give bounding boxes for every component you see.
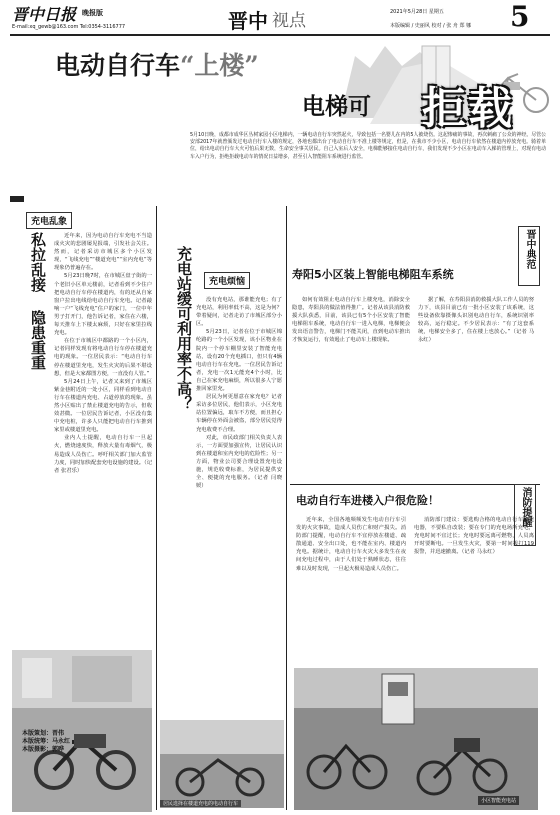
col2-photo-caption: 居民选择在楼道充电的电动自行车: [160, 800, 241, 807]
col3-title: 寿阳5小区装上智能电梯阻车系统: [292, 268, 454, 281]
headline-quote: “上楼”: [180, 51, 259, 80]
issue-date: 2021年5月28日 星期五: [390, 9, 444, 15]
col2-tag: 充电烦恼: [204, 272, 250, 289]
col3-right-body: [418, 296, 534, 345]
charging-station-photo: [294, 668, 538, 810]
col3-left-body: [292, 296, 410, 345]
column-divider: [156, 206, 157, 810]
col2-body: [196, 296, 282, 490]
col4-tag: 消防提醒: [514, 484, 536, 546]
col1-para: 5月23日晚7时，在市城区盘子街的一个老旧小区单元楼前，记者看到不少住户把电动自行车停在楼道内，有的还从自家窗户拉出电线给电动自行车充电。记者敲响一户“飞线充电”住户的家门，一位中年男子打开门，他告诉记者，家住在六楼，每天推车上下楼太麻烦，只好在家里拉线充电。: [54, 273, 152, 337]
col1-para: 业内人士提醒，电动自行车一旦起火，燃烧速度快，释放大量有毒烟气，极易造成人员伤亡。呼吁相关部门加大监管力度，同时加快配套充电设施的建设。（记者 张君乐）: [54, 435, 152, 474]
col3-tag: 晋中典范: [518, 226, 540, 286]
col1-para: 5月24日上午，记者又来到了市城区紫金巷附近的一处小区，同样看到电动自行车在楼道内充电、占道停放的现象。虽然小区贴出了禁止楼道充电的告示，但收效甚微。一位居民告诉记者，小区没有集中充电桩，许多人只能把电动自行车推到家里或楼道里充电。: [54, 378, 152, 434]
intro-paragraph: 5月10日晚，成都市成华区丛树家园小区电梯内，一辆电动自行车突然起火，导致包括一名婴儿在内的5人被烧伤。这起惨痛的事故，再次刺痛了公众的神经。尽管公安部2017年就曾颁发过电动自行车入楼的规定，各地也都出台了电动自行车不准上楼等规定，但是，在我市不少小区，电动自行车依然在楼道内停放充电。骑着单位，给出电动自行车大火可怕后果无数，生命安全事关居民。自己入室后人安全，电梯能够接住电动自行车，我们发现不少小区在电动车入梯的管理上，对现有电动车入户行为，拒绝拒载电动车的情况日益增多，甚至引入智能阻车系统进行监管。: [190, 132, 546, 160]
col4-para: 消防部门建议：要选购合格的电动自行车和充电器，不要私自改装；要在专门的充电场所充电，充电时间不宜过长；充电时要远离可燃物，人员离开时要断电。一旦发生火灾，要第一时间拨打119报警，并迅速撤离。（记者 马永红）: [414, 517, 534, 556]
headline-part2: 电梯可: [302, 93, 371, 120]
col2-para: 居民为何更愿意在家充电？记者采访多位居民，他们表示，小区充电站位置偏远，取车不方便，而且担心车辆停在外面会被盗，部分居民觉得充电收费不合理。: [196, 394, 282, 433]
edition-label: 晚报版: [82, 9, 103, 17]
page-number: 5: [510, 0, 530, 33]
credit-line: 本版统筹：马永红: [22, 738, 71, 745]
newspaper-logo: 晋中日报: [12, 5, 77, 24]
col4-left-body: [296, 516, 406, 573]
col2-para: 5月23日，记者在位于市城区锦纶路的一个小区发现，该小区物业在院内一个停车棚里安装了智能充电站，设有20个充电插口，但只有4辆电动自行车在充电。一位居民告诉记者，充电一次1元能充4个小时，比自己在家充电麻烦，所以很多人宁愿推回家里充。: [196, 329, 282, 393]
col1-para: 近年来，因为电动自行车充电不当造成火灾的悲剧屡见报端，引发社会关注。然而，记者采访市城区多个小区发现，“飞线充电”“楼道充电”“室内充电”等现象仍普遍存在。: [54, 233, 152, 272]
section-divider: [290, 484, 540, 485]
col2-para: 没有充电站，那谁能充电；有了充电站，利用率低不高，这是为何？带着疑问，记者走访了市城区部分小区。: [196, 297, 282, 328]
col1-tag: 充电乱象: [26, 212, 72, 229]
photo-caption: 小区智能充电站: [478, 796, 519, 805]
headline-part3: 拒载: [422, 83, 514, 134]
col1-para: 在位于市城区中都路的一个小区内，记者同样发现有将电动自行车停在楼道充电的现象。一位居民表示：“电动自行车停在楼道里充电，发生火灾的后果不堪设想，但是大家都图方便，一直没有人管。”: [54, 338, 152, 377]
section-subtitle: 视点: [272, 11, 306, 31]
col1-body: [54, 232, 152, 475]
col3-para: 如何有效阻止电动自行车上楼充电，消除安全隐患，寿阳县的做法值得推广。记者从该县消防救援大队获悉，目前，该县已有5个小区安装了智能电梯阻车系统，电动自行车一进入电梯，电梯便会发出语音警告，电梯门不能关闭，直到电动车推出才恢复运行，有效遏止了电动车上楼现象。: [292, 297, 410, 344]
column-divider: [286, 206, 287, 810]
col2-photo: [160, 720, 284, 808]
headline-part1: 电动自行车: [55, 51, 181, 80]
col1-side-title: 私拉乱接 隐患重重: [29, 232, 47, 370]
side-credit: [22, 730, 70, 754]
col4-right-body: [414, 516, 534, 556]
credit-line: 本版摄影：郭晔: [22, 746, 65, 753]
headline-area: [10, 38, 550, 170]
tag-bar: [10, 196, 24, 202]
col2-side-title: 充电站缓可利用率不高？: [175, 246, 193, 411]
section-name: 晋中: [228, 9, 268, 33]
col4-para: 近年来，全国各地频频发生电动自行车引发的火灾事故，造成人员伤亡和财产损失。消防部门提醒，电动自行车不宜停放在楼道、疏散通道、安全出口处，也不能在室内、楼道内充电。据统计，电动自行车火灾大多发生在夜间充电过程中，由于人们处于熟睡状态，往往难以及时发现，一旦起火极易造成人员伤亡。: [296, 517, 406, 572]
contact-info: E-mail:xq_gewb@163.com Tel:0354-3116777: [12, 24, 126, 30]
col4-title: 电动自行车进楼入户很危险！: [296, 494, 439, 507]
editors-line: 本版编辑 / 史丽风 校对 / 张 舟 郑 娜: [390, 23, 472, 29]
col3-para: 据了解，在寿阳县消防救援大队工作人员的努力下，该县目前已有一批小区安装了该系统，这些设备依靠摄像头识别电动自行车，系统识别率较高，运行稳定。不少居民表示：“有了这套系统，电梯安全多了，住在楼上也放心。”（记者 马永红）: [418, 297, 534, 344]
masthead-rule: [10, 34, 550, 36]
credit-line: 本版策划：晋伟: [22, 730, 65, 737]
col2-para: 对此，市民政部门相关负责人表示，一方面要加强宣传，让居民认识到在楼道和室内充电的危险性；另一方面，物业公司要合理设置充电设施，规范收费标准，为居民提供安全、便捷的充电服务。（记者 闫晓媛）: [196, 434, 282, 490]
